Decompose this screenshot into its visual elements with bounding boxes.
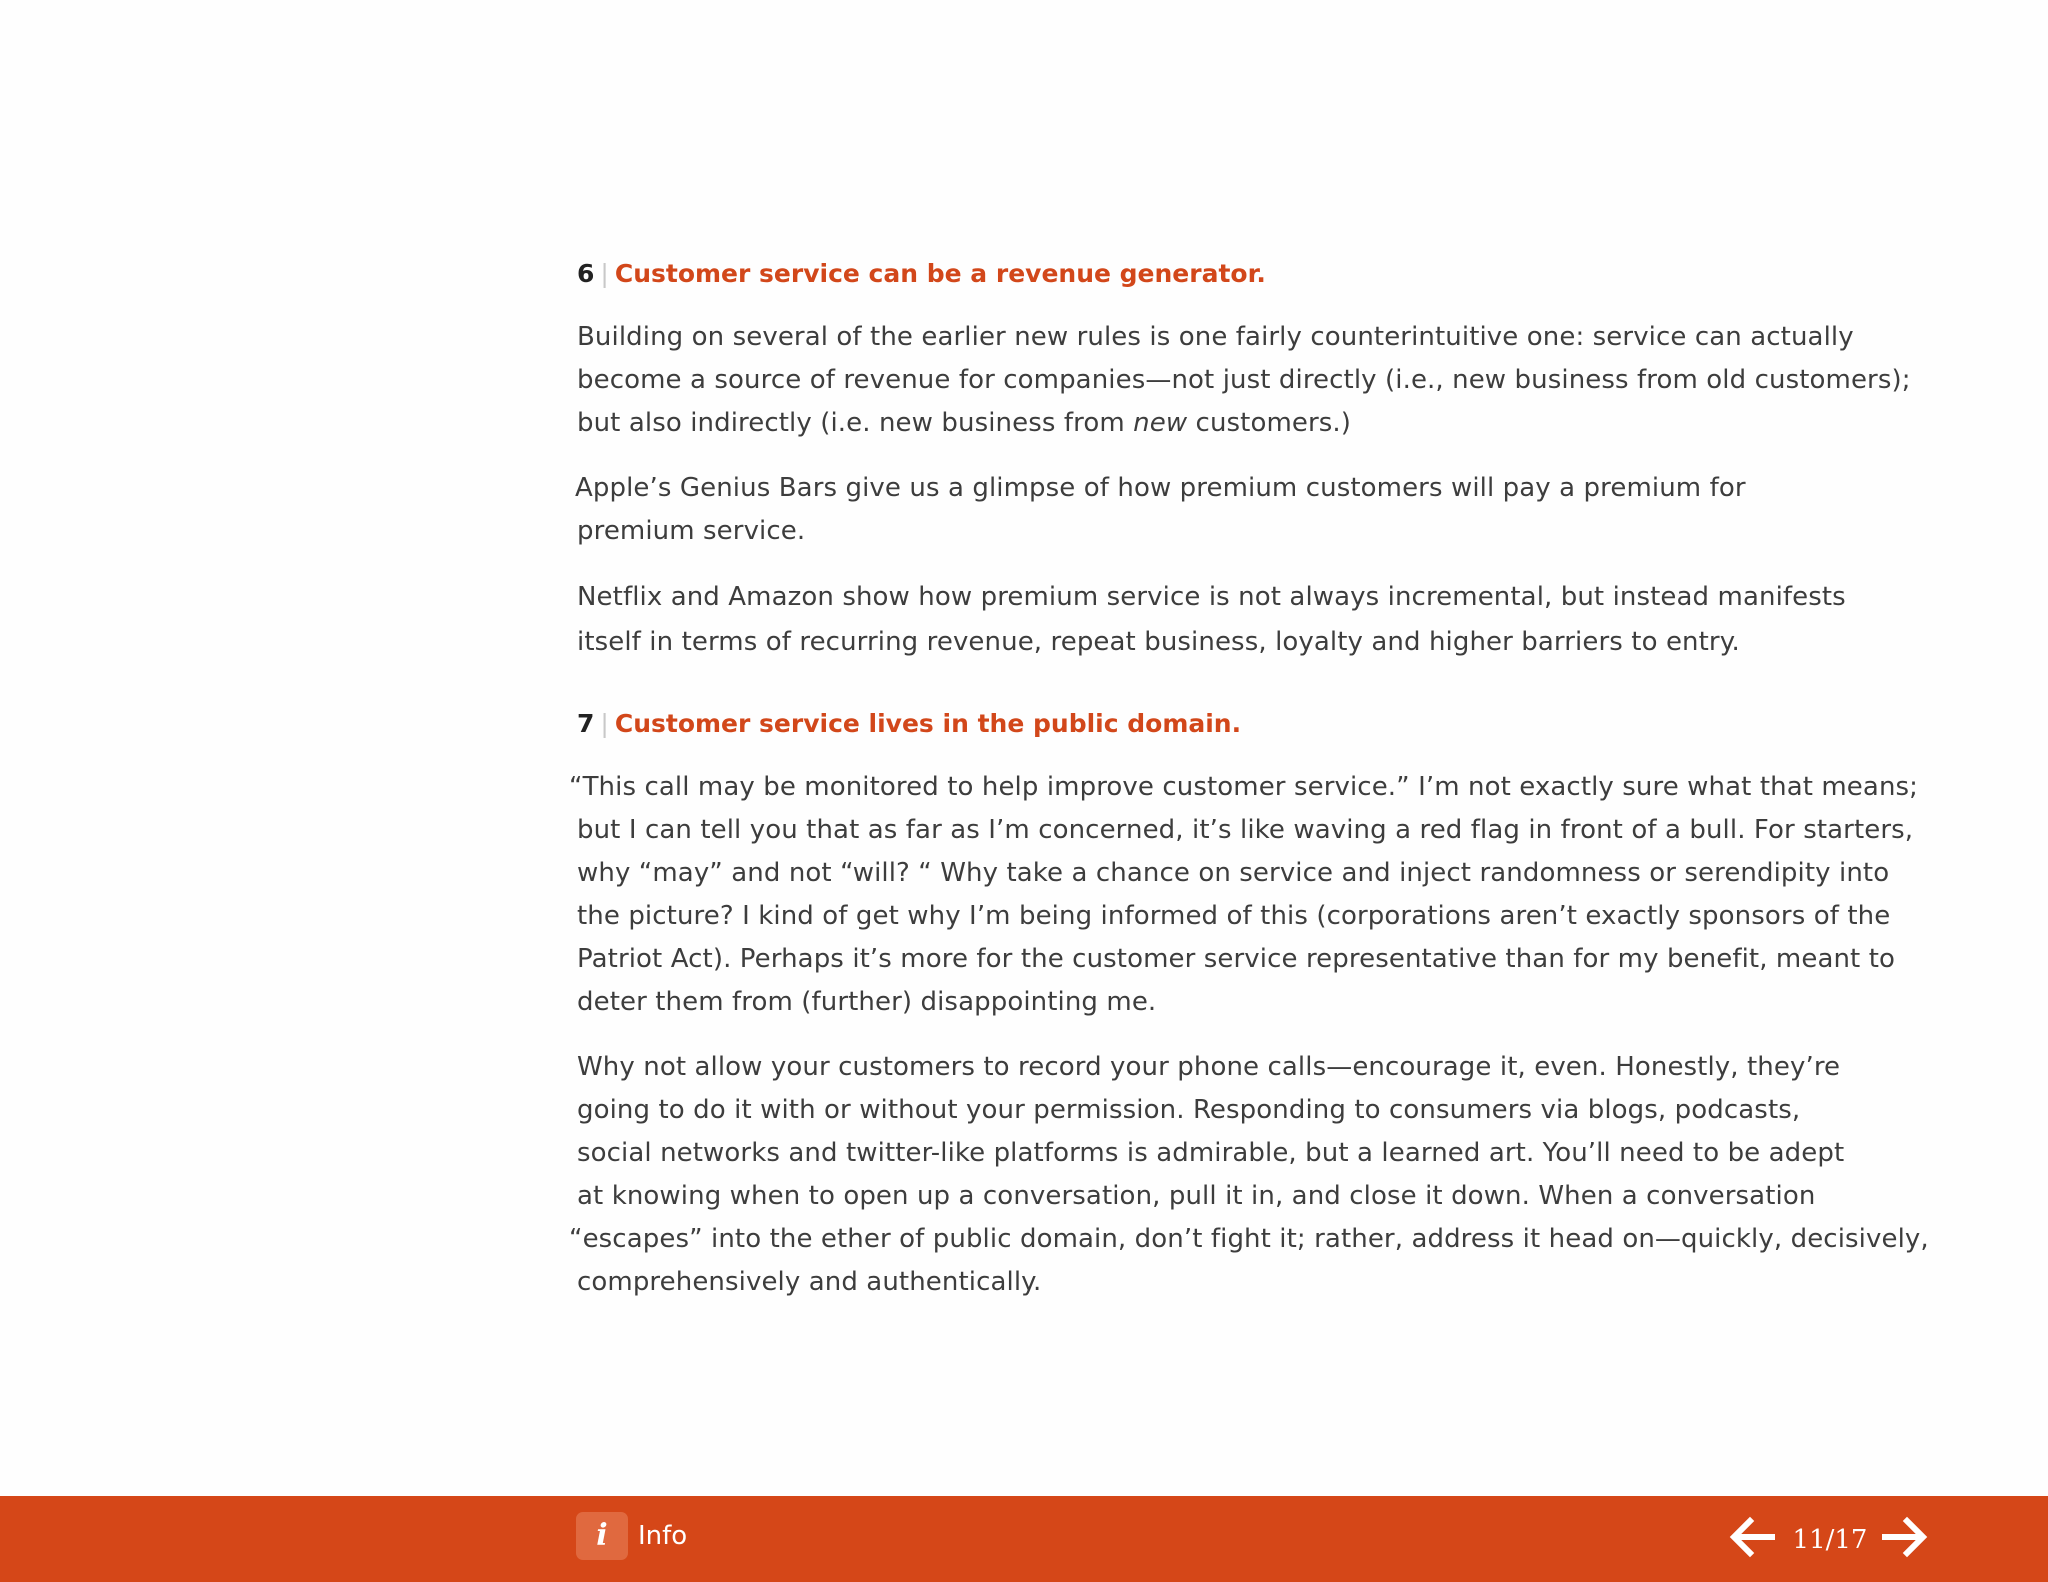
text-line: Netflix and Amazon show how premium service is not always incremental, but instead manifests [577,582,1846,612]
text-line: Building on several of the earlier new rules is one fairly counterintuitive one: service can actually [577,322,1854,352]
text-line: but I can tell you that as far as I’m concerned, it’s like waving a red flag in front of a bull. For starters, [577,815,1914,845]
heading-separator: | [600,259,609,288]
text-line: become a source of revenue for companies—not just directly (i.e., new business from old customers); [577,365,1911,395]
text-line: premium service. [577,516,806,546]
page-counter: 11/17 [1792,1525,1868,1555]
section-heading-6 [577,252,1877,296]
previous-page-button[interactable] [1728,1512,1776,1562]
text-line: Why not allow your customers to record your phone calls—encourage it, even. Honestly, they’re [577,1052,1841,1082]
text-line: why “may” and not “will? “ Why take a chance on service and inject randomness or serendipity into [577,858,1890,888]
paragraph [577,575,1877,665]
paragraph [577,467,1877,553]
text-line: the picture? I kind of get why I’m being informed of this (corporations aren’t exactly sponsors of the [577,901,1891,931]
text-line: deter them from (further) disappointing me. [577,987,1157,1017]
text-line: “escapes” into the ether of public domain, don’t fight it; rather, address it head on—quickly, decisively, [569,1224,1929,1254]
article-content [569,252,1929,1304]
text-line: Apple’s Genius Bars give us a glimpse of how premium customers will pay a premium for [575,473,1746,503]
arrow-right-icon [1881,1512,1929,1562]
text-line: Patriot Act). Perhaps it’s more for the customer service representative than for my benefit, meant to [577,944,1896,974]
text-line [577,402,1877,445]
paragraph [569,1046,1929,1304]
footer-toolbar [0,1496,2048,1582]
paragraph [569,766,1919,1024]
heading-separator: | [600,709,609,738]
text-run: customers.) [1187,408,1352,438]
section-number: 7 [577,709,595,738]
paragraph [577,316,1911,445]
text-line: at knowing when to open up a conversation, pull it in, and close it down. When a conversation [577,1181,1816,1211]
info-label: Info [638,1521,688,1551]
arrow-left-icon [1728,1512,1776,1562]
section-title: Customer service lives in the public domain. [614,709,1242,738]
section-title: Customer service can be a revenue generator. [614,259,1266,288]
next-page-button[interactable] [1881,1512,1929,1562]
text-line: social networks and twitter-like platforms is admirable, but a learned art. You’ll need to be adept [577,1138,1845,1168]
text-line: itself in terms of recurring revenue, repeat business, loyalty and higher barriers to entry. [577,627,1740,657]
section-heading-7 [577,702,1877,746]
info-icon: i [576,1512,628,1560]
text-line: going to do it with or without your permission. Responding to consumers via blogs, podcasts, [577,1095,1801,1125]
emphasis-text: new [1133,408,1188,438]
text-line: “This call may be monitored to help improve customer service.” I’m not exactly sure what that means; [569,772,1919,802]
section-number: 6 [577,259,595,288]
info-button[interactable] [576,1512,687,1560]
text-line: comprehensively and authentically. [577,1267,1042,1297]
text-run: but also indirectly (i.e. new business from [577,408,1134,438]
